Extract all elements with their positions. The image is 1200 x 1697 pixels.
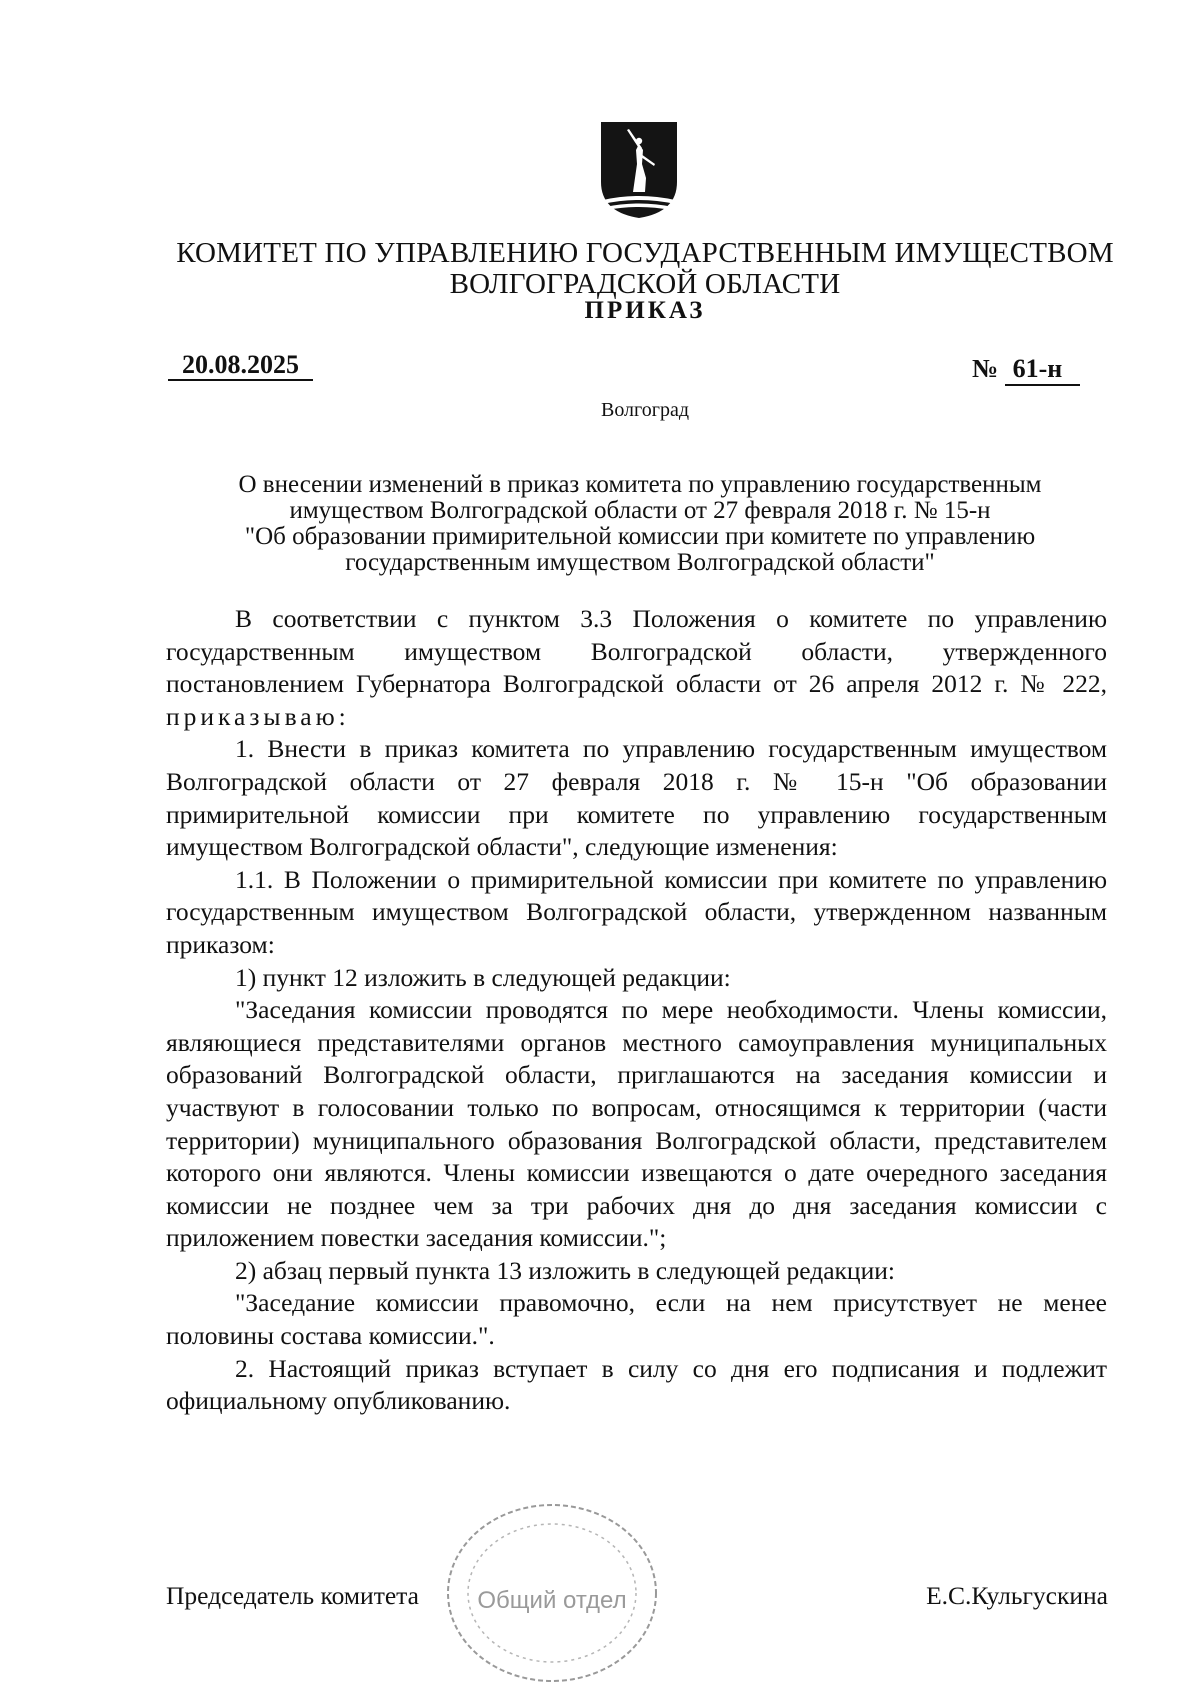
subitem-1: 1) пункт 12 изложить в следующей редакции: [235,962,731,992]
signatory-position: Председатель комитета [166,1581,419,1610]
order-body [166,603,1107,1418]
order-subject [160,472,1120,576]
item-2: 2. Настоящий приказ вступает в силу со дня его подписания и подлежит официальному опубликованию. [166,1353,1107,1416]
order-word: приказываю: [166,701,350,731]
document-type: ПРИКАЗ [584,297,706,324]
preamble-paragraph [166,603,1107,733]
item-1-1: 1.1. В Положении о примирительной комиссии при комитете по управлению государственным имуществом Волгоградской области, утвержденном названным приказом: [166,864,1107,959]
item-1: 1. Внести в приказ комитета по управлению государственным имуществом Волгоградской области от 27 февраля 2018 г. № 15-н "Об образовании примирительной комиссии при комитете по управлению государственным имуществом Волгоградской области", следующие изменения: [166,734,1107,862]
city: Волгоград [600,399,690,421]
organization-name-line-1: КОМИТЕТ ПО УПРАВЛЕНИЮ ГОСУДАРСТВЕННЫМ ИМУЩЕСТВОМ [176,237,1114,269]
office-stamp [440,1498,665,1688]
organization-name-line-2: ВОЛГОГРАДСКОЙ ОБЛАСТИ [449,268,841,300]
order-number [972,356,1080,382]
subject-line: имуществом Волгоградской области от 27 февраля 2018 г. № 15-н [289,497,991,524]
order-number-value: 61-н [1005,354,1081,386]
quote-point-12: "Заседания комиссии проводятся по мере необходимости. Члены комиссии, являющиеся представителями органов местного самоуправления муниципальных образований Волгоградской области, приглашаются на заседания комиссии и участвуют в голосовании только по вопросам, относящимся к территории (части территории) муниципального образования Волгоградской области, представителем которого они являются. Члены комиссии извещаются о дате очередного заседания комиссии не позднее чем за три рабочих дня до дня заседания комиссии с приложением повестки заседания комиссии."; [166,995,1107,1253]
subject-line: государственным имуществом Волгоградской области" [345,549,935,576]
stamp-text: Общий отдел [477,1587,627,1614]
subitem-2: 2) абзац первый пункта 13 изложить в следующей редакции: [235,1255,895,1285]
quote-point-13: "Заседание комиссии правомочно, если на нем присутствует не менее половины состава комиссии.". [166,1288,1107,1351]
preamble-text: В соответствии с пунктом 3.3 Положения о комитете по управлению государственным имуществом Волгоградской области, утвержденного постановлением Губернатора Волгоградской области от 26 апреля 2012 г. № 222, [166,604,1107,699]
signatory-name: Е.С.Кульгускина [926,1581,1108,1610]
order-date: 20.08.2025 [168,352,313,381]
coat-of-arms-emblem [599,120,679,220]
number-sign: № [972,354,999,383]
subject-line: О внесении изменений в приказ комитета по управлению государственным [238,471,1042,498]
subject-line: "Об образовании примирительной комиссии при комитете по управлению [244,523,1036,550]
